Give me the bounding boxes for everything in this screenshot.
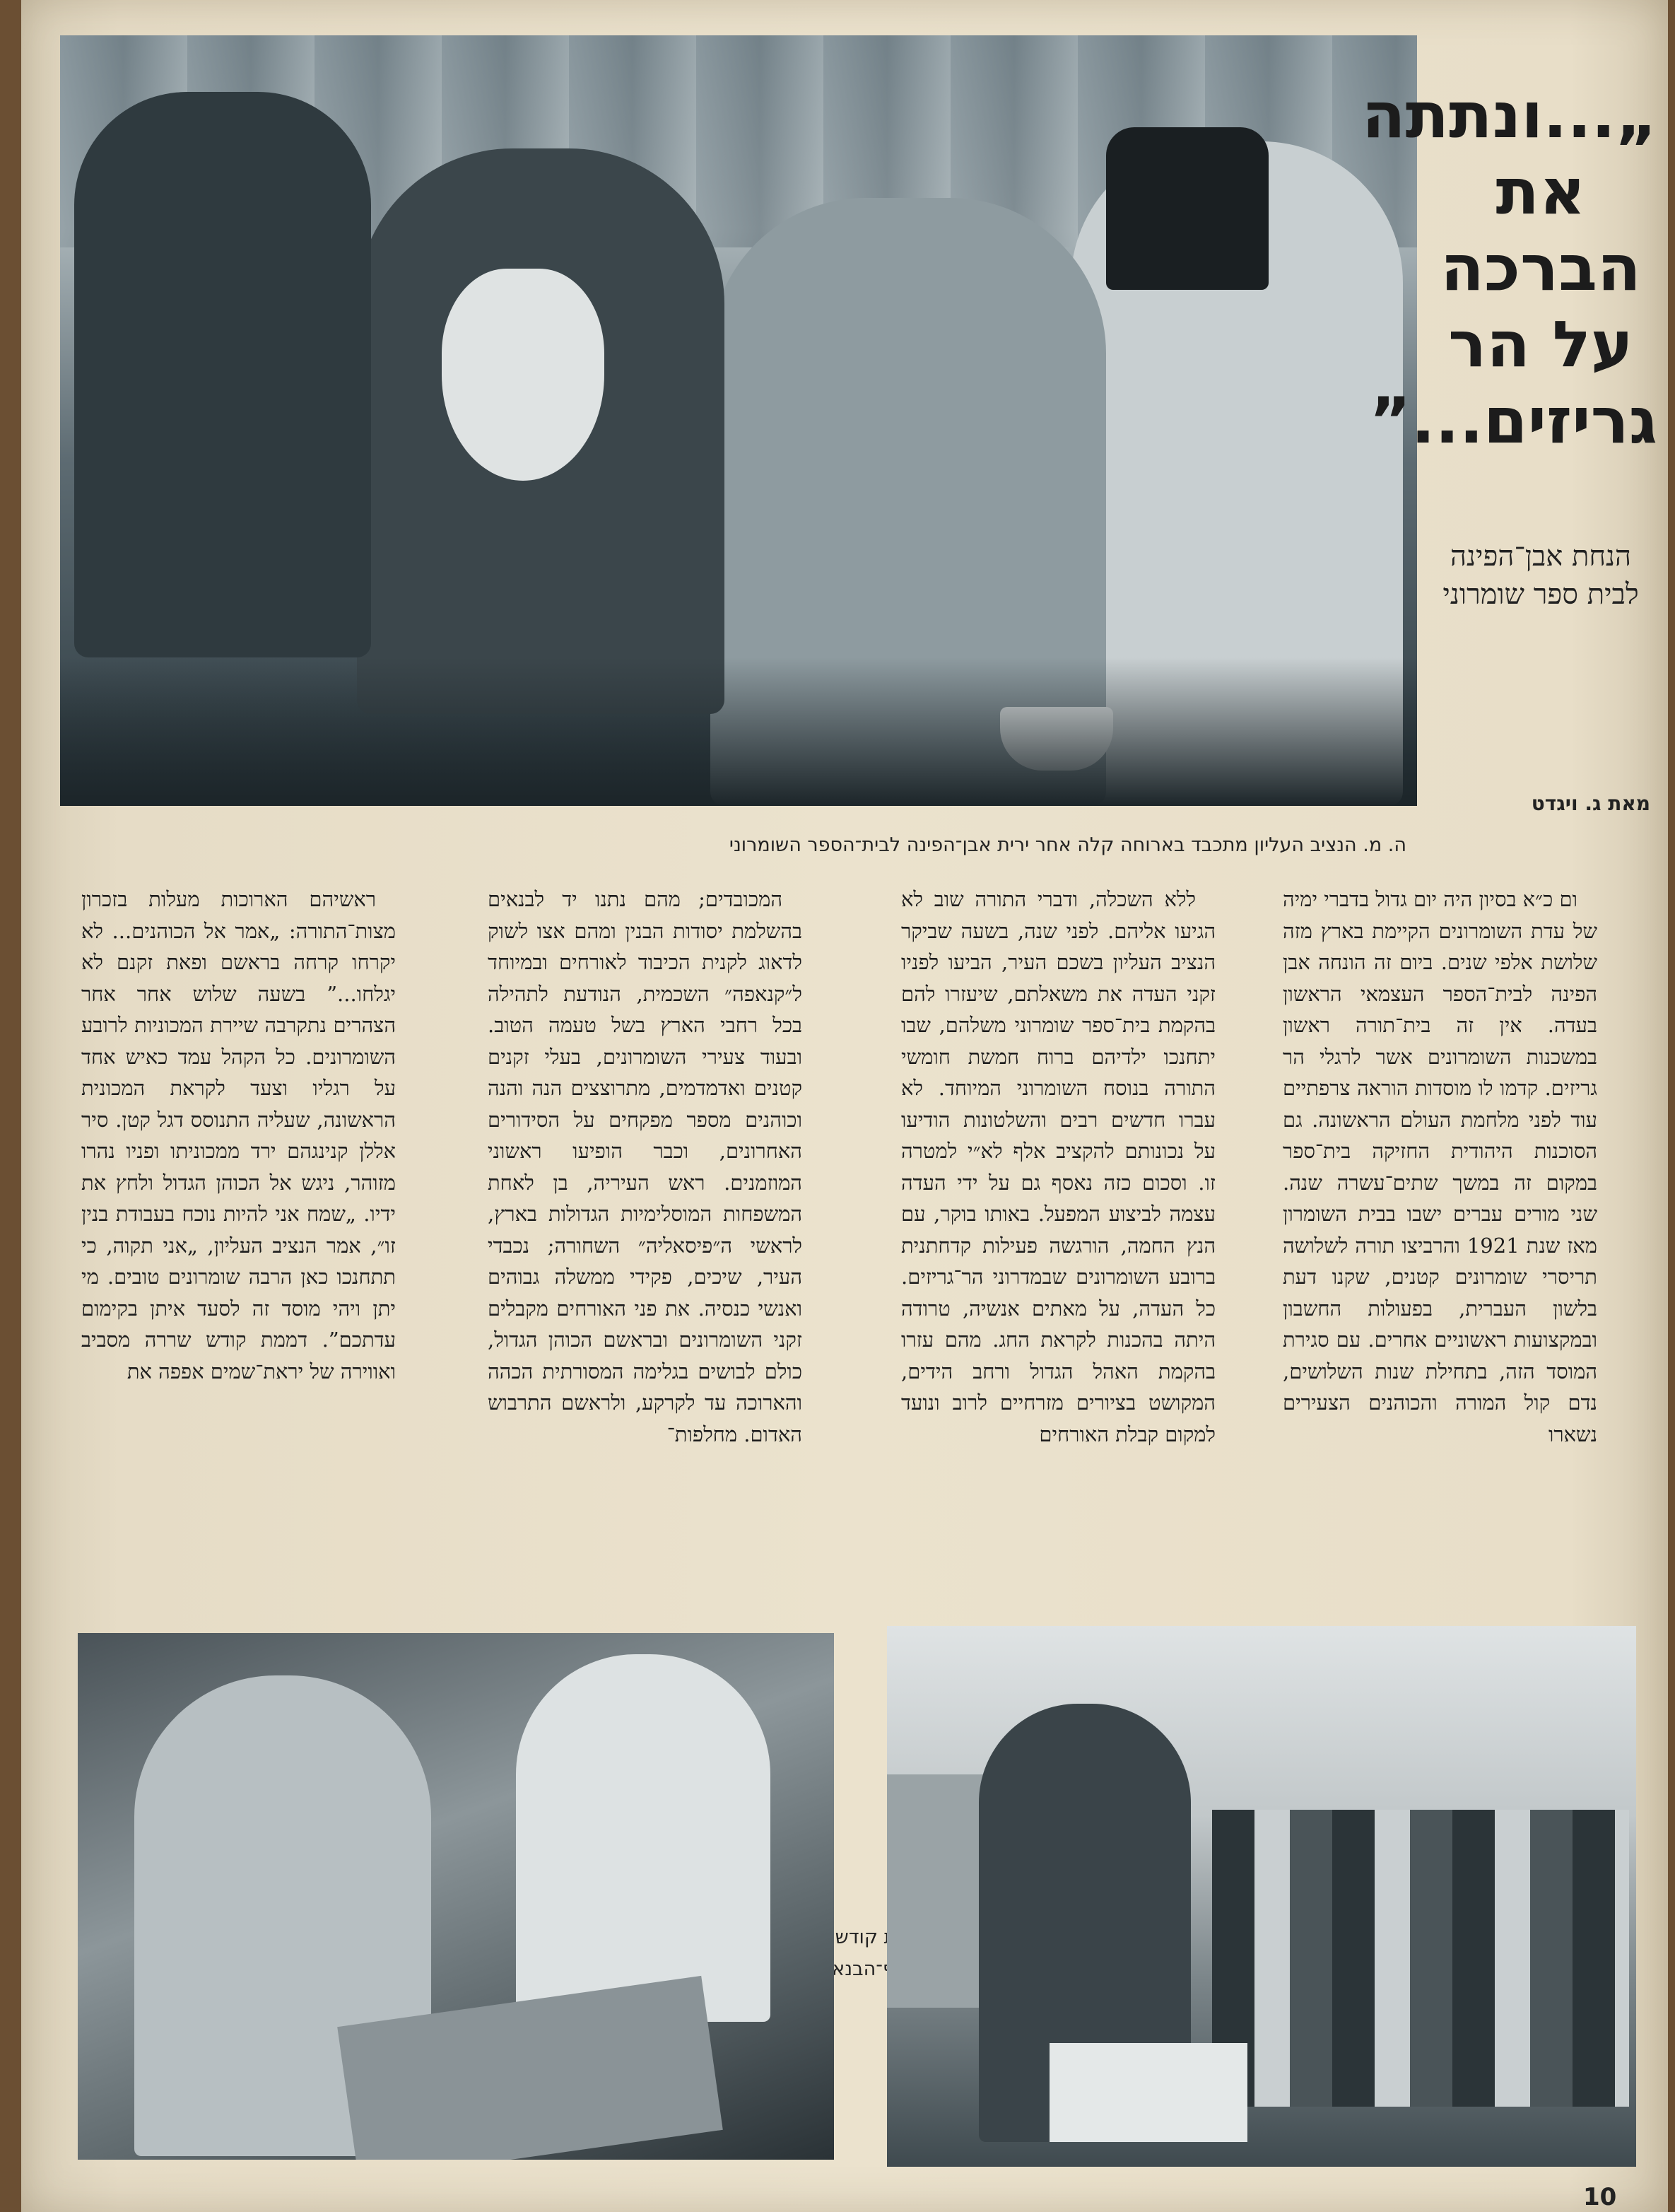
table-foreground xyxy=(60,657,1417,806)
bottom-right-photo xyxy=(887,1626,1636,2167)
page-number: 10 xyxy=(1583,2183,1617,2211)
second-figure xyxy=(516,1654,770,2022)
officer-figure xyxy=(74,92,371,657)
top-photo xyxy=(60,35,1417,806)
fez-hat xyxy=(1106,127,1269,290)
deck-subtitle: הנחת אבן־הפינה לבית ספר שומרוני xyxy=(1442,540,1639,611)
bottom-caption-line-1: קודש xyxy=(835,1926,878,1948)
crowd xyxy=(1212,1810,1629,2107)
white-beard xyxy=(442,269,604,481)
column-text: ום כ״א בסיון היה יום גדול בדברי ימיה של עדת השומרונים הקיימת בארץ מזה שלושת אלפי שנים. ביום זה הונחה אבן הפינה לבית־הספר העצמאי הראשון בעדה. אין זה בית־תורה ראשון במשכנות השומרונים אשר לרגלי הר גריזים. קדמו לו מוסדות הוראה צרפתיים עוד לפני מלחמת העולם הראשונה. גם הסוכנות היהודית החזיקה בית־ספר במקום זה במשך שתים־עשרה שנה. שני מורים עברים ישבו בבית השומרון מאז שנת 1921 והרביצו תורה לשלושה תריסרי שומרונים קטנים, שקנו דעת בלשון העברית, בפעולות החשבון ובמקצועות ראשוניים אחרים. עם סגירת המוסד הזה, בתחילת שנות השלושים, נדם קול המורה והכוהנים הצעירים נשארו xyxy=(1283,887,1597,1446)
headline: „...ונתתה את הברכה על הר גריזים...” xyxy=(1361,78,1657,458)
bottom-left-photo xyxy=(78,1633,834,2160)
column-text: ראשיהם הארוכות מעלות בזכרון מצות־התורה: „אמר אל הכוהנים... לא יקרחו קרחה בראשם ופאת זקנם לא יגלחו...” בשעה שלוש אחר אחר הצהרים נתקרבה שיירת המכוניות לרובע השומרונים. כל הקהל עמד כאיש אחד על רגליו וצעד לקראת המכונית הראשונה, שעליה התנוסס דגל קטן. סיר אללן קנינגהם ירד ממכוניתו ופניו נהרו מזוהר, ניגש אל הכוהן הגדול ולחץ את ידיו. „שמח אני להיות נוכח בעבודת בנין זו״, אמר הנציב העליון, „אני תקוה, כי תתחנכו כאן הרבה שומרונים טובים. מי יתן ויהי מוסד זה לסעד איתן בקימום עדתכם”. דממת קודש שררה מסביב ואווירה של יראת־שמים אפפה את xyxy=(81,887,396,1383)
bottom-caption-line-2: כף־הבנאים” xyxy=(805,1958,905,1980)
cornerstone-block xyxy=(1050,2043,1247,2142)
column-text: ללא השכלה, ודברי התורה שוב לא הגיעו אליהם. לפני שנה, בשעה שביקר הנציב העליון בשכם העיר, הביעו לפניו זקני העדה את משאלתם, שיעזרו להם בהקמת בית־ספר שומרוני משלהם, שבו יתחנכו ילדיהם ברוח חמשת חומשי התורה בנוסח השומרוני המיוחד. לא עברו חדשים רבים והשלטונות הודיעו על נכונותם להקציב אלף לא״י למטרה זו. וסכום כזה נאסף גם על ידי העדה עצמה לביצוע המפעל. באותו בוקר, עם הנץ החמה, הורגשה פעילות קדחתנית ברובע השומרונים שבמדרוני הר־גריזים. כל העדה, על מאתים אנשיה, טרודה היתה בהכנות לקראת החג. מהם עזרו בהקמת האהל הגדול ורחב הידים, המקושט בציורים מזרחיים לרוב ונועד למקום קבלת האורחים xyxy=(901,887,1216,1446)
column-text: המכובדים; מהם נתנו יד לבנאים בהשלמת יסודות הבנין ומהם אצו לשוק לדאוג לקנית הכיבוד לאורחים ובמיוחד ל״קנאפה״ השכמית, הנודעת לתהילה בכל רחבי הארץ בשל טעמה הטוב. ובעוד צעירי השומרונים, בעלי זקנים קטנים ואדמדמים, מתרוצצים הנה והנה וכוהנים מספר מפקחים על הסידורים האחרונים, וכבר הופיעו ראשוני המוזמנים. ראש העיריה, בן לאחת המשפחות המוסלימיות הגדולות בארץ, לראשי ה״פיסאליה״ השחורה; נכבדי העיר, שיכים, פקידי ממשלה גבוהים ואנשי כנסיה. את פני האורחים מקבלים זקני השומרונים ובראשם הכוהן הגדול, כולם לבושים בגלימה המסורתית הכהה והארוכה עד לקרקע, ולראשם התרבוש האדום. מחלפות־ xyxy=(488,887,802,1446)
byline: מאת ג. ויגדט xyxy=(1531,792,1650,815)
top-photo-caption: ה. מ. הנציב העליון מתכבד בארוחה קלה אחר ירית אבן־הפינה לבית־הספר השומרוני xyxy=(729,834,1406,856)
magazine-page xyxy=(21,0,1668,2212)
